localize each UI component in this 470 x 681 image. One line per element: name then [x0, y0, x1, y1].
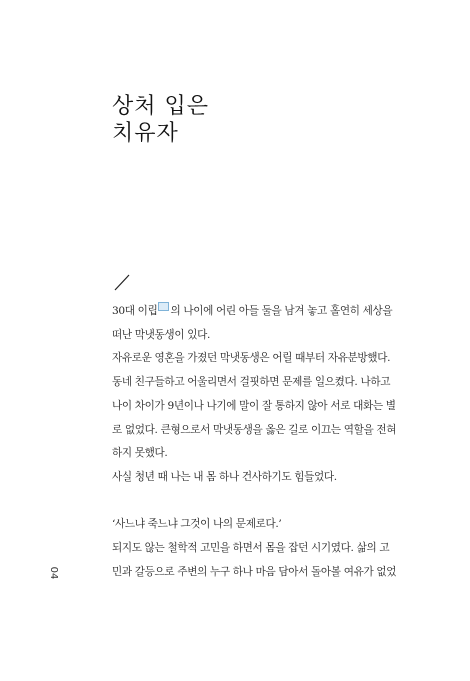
page-number: 04 — [48, 566, 59, 580]
body-line: 민과 갈등으로 주변의 누구 하나 마음 담아서 돌아볼 여유가 없었 — [112, 565, 397, 578]
body-line: 로 없었다. 큰형으로서 막냇동생을 옳은 길로 이끄는 역할을 전혀 — [112, 423, 397, 436]
body-line: 하지 못했다. — [112, 447, 168, 460]
body-line: 사실 청년 때 나는 내 몸 하나 건사하기도 힘들었다. — [112, 470, 337, 483]
quote-line: ‘사느냐 죽느냐 그것이 나의 문제로다.’ — [112, 518, 282, 531]
body-line: 나이 차이가 9년이나 나기에 말이 잘 통하지 않아 서로 대화는 별 — [112, 399, 396, 412]
slash-divider-icon — [113, 272, 133, 292]
body-line: 떠난 막냇동생이 있다. — [112, 328, 211, 341]
body-text — [112, 300, 410, 584]
chapter-title — [112, 93, 209, 147]
footnote-marker-icon[interactable] — [158, 302, 169, 311]
body-line: 자유로운 영혼을 가졌던 막냇동생은 어릴 때부터 자유분방했다. — [112, 352, 391, 365]
body-line: 30대 이립 의 나이에 어린 아들 둘을 남겨 놓고 홀연히 세상을 — [112, 300, 410, 324]
paragraph-gap — [112, 490, 410, 514]
chapter-title-line-1: 상처 입은 — [112, 94, 210, 119]
body-line: 되지도 않는 철학적 고민을 하면서 몸을 잡던 시기였다. 삶의 고 — [112, 542, 390, 555]
chapter-title-line-2: 치유자 — [112, 121, 179, 146]
body-line: 동네 친구들하고 어울리면서 걸핏하면 문제를 일으켰다. 나하고 — [112, 376, 391, 389]
